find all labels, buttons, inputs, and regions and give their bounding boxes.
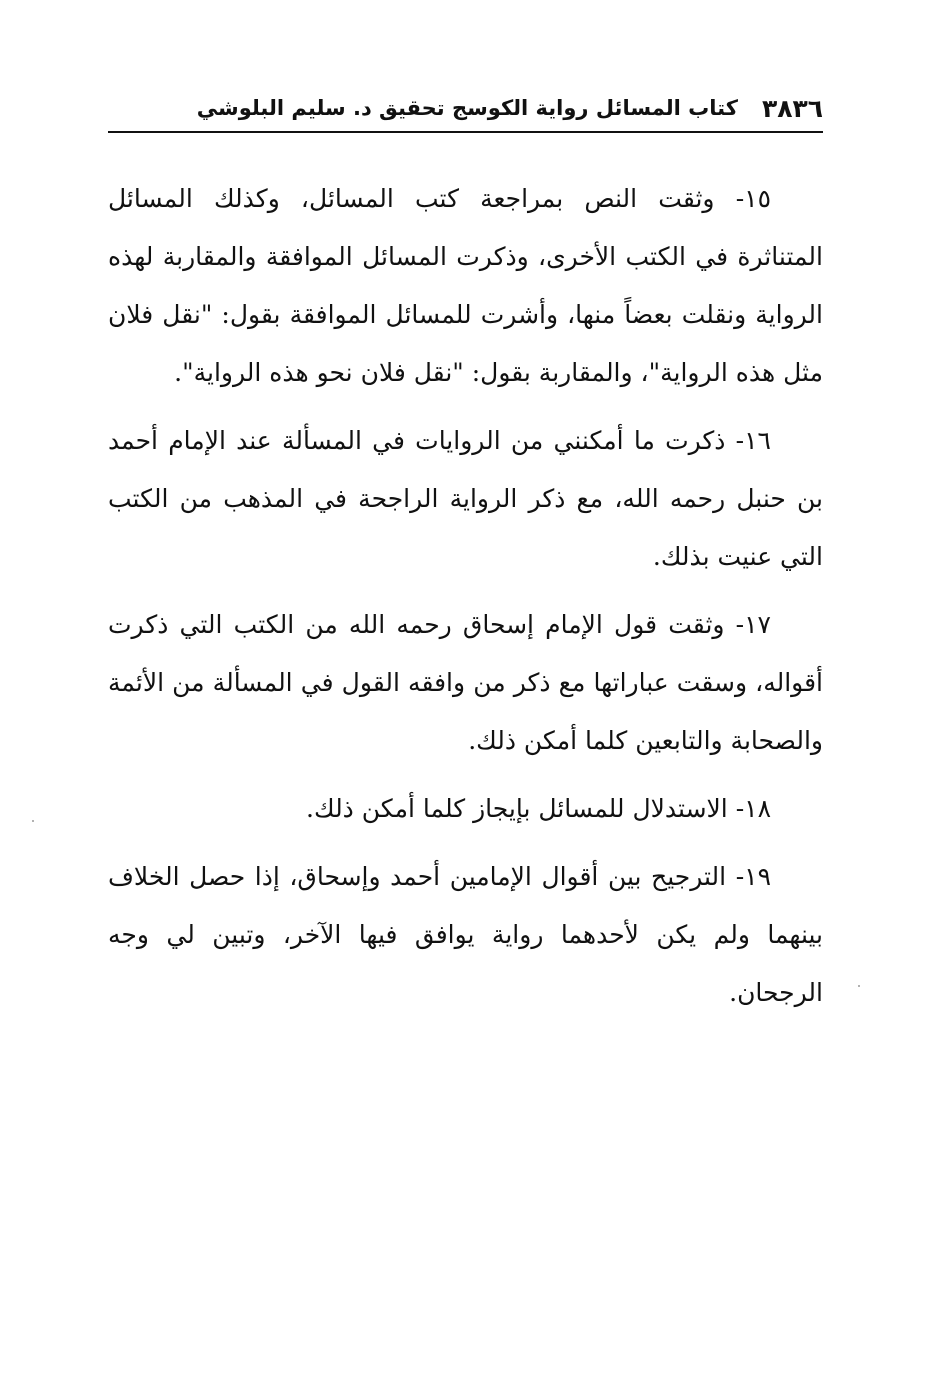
paragraph-text: ذكرت ما أمكنني من الروايات في المسألة عند الإمام أحمد بن حنبل رحمه الله، مع ذكر الرواية الراجحة في المذهب من الكتب التي عنيت بذلك.	[108, 426, 823, 571]
paragraph-19	[108, 848, 823, 1022]
header-rule	[108, 131, 823, 133]
running-title: كتاب المسائل رواية الكوسج تحقيق د. سليم البلوشي	[196, 96, 738, 120]
paragraph-text: وثقت قول الإمام إسحاق رحمه الله من الكتب التي ذكرت أقواله، وسقت عباراتها مع ذكر من وافقه القول في المسألة من الأئمة والصحابة والتابعين كلما أمكن ذلك.	[108, 610, 823, 755]
paragraph-number: ١٨-	[735, 794, 771, 823]
paragraph-15	[108, 170, 823, 402]
paragraph-17	[108, 596, 823, 770]
page-number: ٣٨٣٦	[761, 93, 823, 123]
paragraph-18	[108, 780, 823, 838]
scan-speck	[858, 985, 860, 987]
paragraph-16	[108, 412, 823, 586]
paragraph-number: ١٩-	[735, 862, 772, 891]
paragraph-number: ١٥-	[735, 184, 771, 213]
paragraph-number: ١٦-	[735, 426, 771, 455]
body-text	[108, 170, 823, 1032]
paragraph-text: الاستدلال للمسائل بإيجاز كلما أمكن ذلك.	[306, 794, 728, 823]
paragraph-text: الترجيح بين أقوال الإمامين أحمد وإسحاق، إذا حصل الخلاف بينهما ولم يكن لأحدهما رواية يوافق فيها الآخر، وتبين لي وجه الرجحان.	[108, 862, 823, 1007]
paragraph-text: وثقت النص بمراجعة كتب المسائل، وكذلك المسائل المتناثرة في الكتب الأخرى، وذكرت المسائل الموافقة والمقاربة لهذه الرواية ونقلت بعضاً منها، وأشرت للمسائل الموافقة بقول: "نقل فلان مثل هذه الرواية"، والمقاربة بقول: "نقل فلان نحو هذه الرواية".	[108, 184, 823, 387]
paragraph-number: ١٧-	[735, 610, 771, 639]
scan-speck	[32, 820, 34, 822]
page-header	[108, 88, 823, 128]
